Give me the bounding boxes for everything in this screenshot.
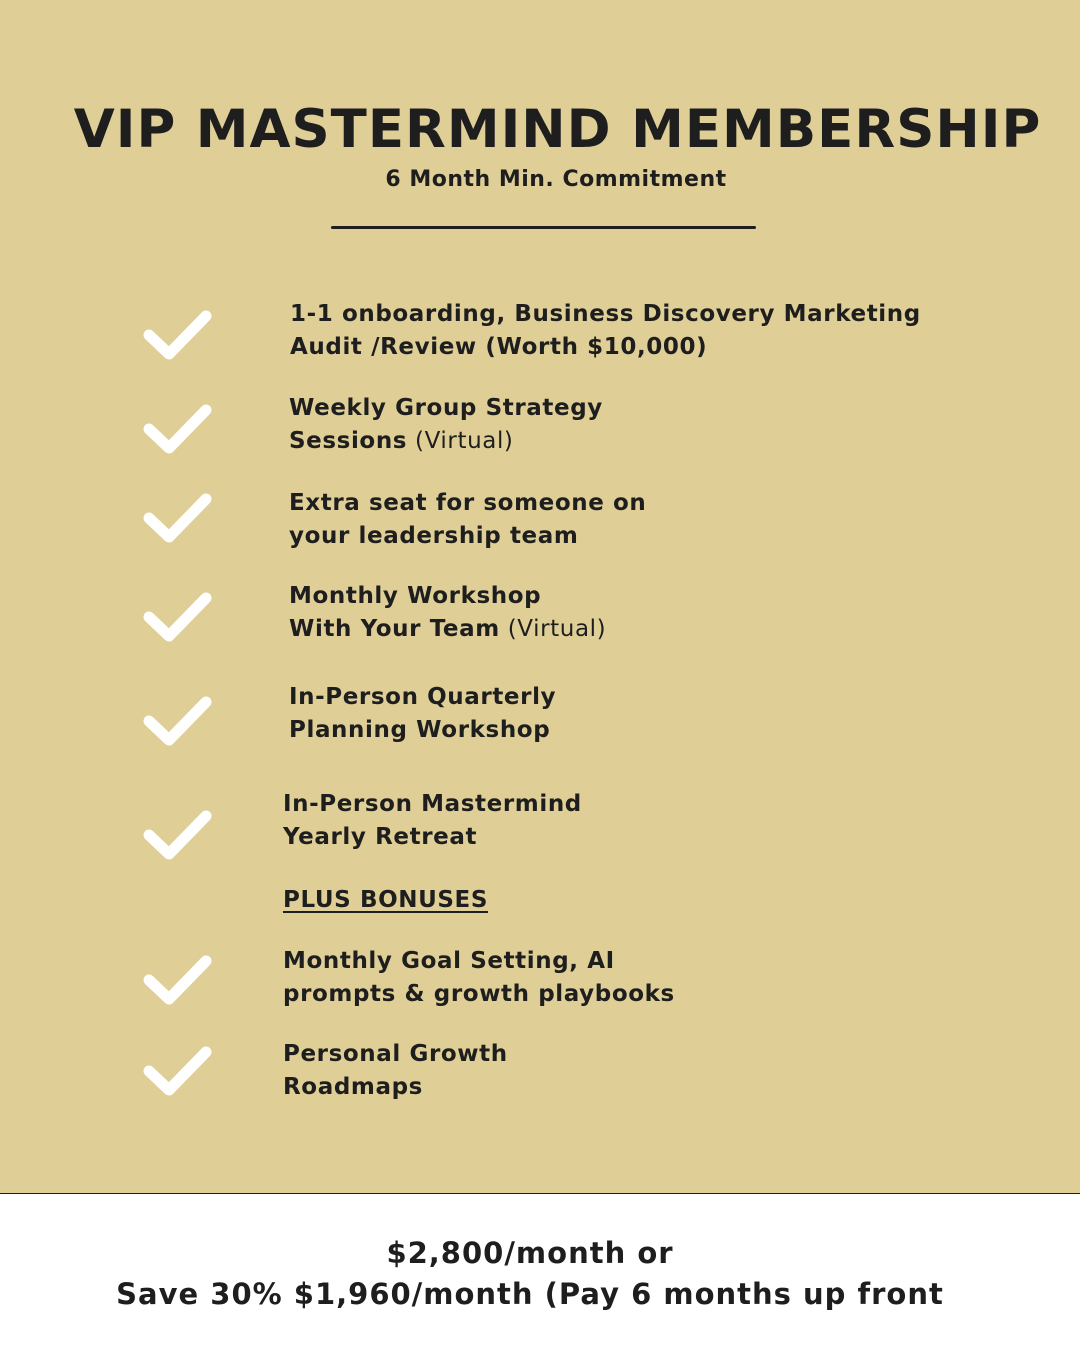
feature-monthly-workshop bbox=[289, 580, 606, 646]
feature-weekly-sessions bbox=[289, 392, 603, 458]
feature-line: Monthly Workshop bbox=[289, 583, 542, 609]
checkmark-icon bbox=[143, 1043, 213, 1099]
price-upfront-discount: Save 30% $1,960/month (Pay 6 months up front bbox=[116, 1277, 944, 1311]
virtual-note: (Virtual) bbox=[407, 428, 514, 454]
bonus-line: Personal Growth bbox=[283, 1041, 508, 1067]
bonus-line: prompts & growth playbooks bbox=[283, 981, 675, 1007]
feature-line: In-Person Quarterly bbox=[289, 684, 557, 710]
checkmark-icon bbox=[143, 693, 213, 749]
checkmark-icon bbox=[143, 807, 213, 863]
feature-line bbox=[290, 331, 921, 364]
feature-line-text: Audit /Review (Worth $10,000) bbox=[290, 334, 708, 360]
virtual-note: (Virtual) bbox=[499, 616, 607, 642]
feature-line bbox=[289, 425, 603, 458]
feature-line: 1-1 onboarding, Business Discovery Marketing bbox=[290, 301, 921, 327]
checkmark-icon bbox=[143, 401, 213, 457]
feature-line: your leadership team bbox=[289, 523, 579, 549]
feature-line-text: Sessions bbox=[289, 428, 408, 454]
feature-onboarding-audit bbox=[290, 298, 921, 364]
bonus-growth-roadmaps bbox=[283, 1038, 508, 1104]
checkmark-icon bbox=[143, 307, 213, 363]
feature-line-text: With Your Team bbox=[289, 616, 500, 642]
checkmark-icon bbox=[143, 589, 213, 645]
feature-line bbox=[289, 613, 606, 646]
checkmark-icon bbox=[143, 952, 213, 1008]
feature-line: Planning Workshop bbox=[289, 717, 551, 743]
bonus-goal-setting bbox=[283, 945, 675, 1011]
bonus-heading: PLUS BONUSES bbox=[283, 887, 488, 913]
bonus-line: Monthly Goal Setting, AI bbox=[283, 948, 615, 974]
title-divider bbox=[331, 226, 756, 229]
feature-yearly-retreat bbox=[283, 788, 582, 854]
checkmark-icon bbox=[143, 490, 213, 546]
feature-line: In-Person Mastermind bbox=[283, 791, 582, 817]
page-title: VIP MASTERMIND MEMBERSHIP bbox=[73, 99, 1042, 160]
feature-extra-seat bbox=[289, 487, 646, 553]
feature-line: Weekly Group Strategy bbox=[289, 395, 603, 421]
feature-quarterly-workshop bbox=[289, 681, 556, 747]
commitment-subtitle: 6 Month Min. Commitment bbox=[385, 167, 727, 192]
price-monthly: $2,800/month or bbox=[386, 1236, 674, 1270]
bonus-line: Roadmaps bbox=[283, 1074, 423, 1100]
feature-line: Extra seat for someone on bbox=[289, 490, 647, 516]
feature-line: Yearly Retreat bbox=[283, 824, 478, 850]
